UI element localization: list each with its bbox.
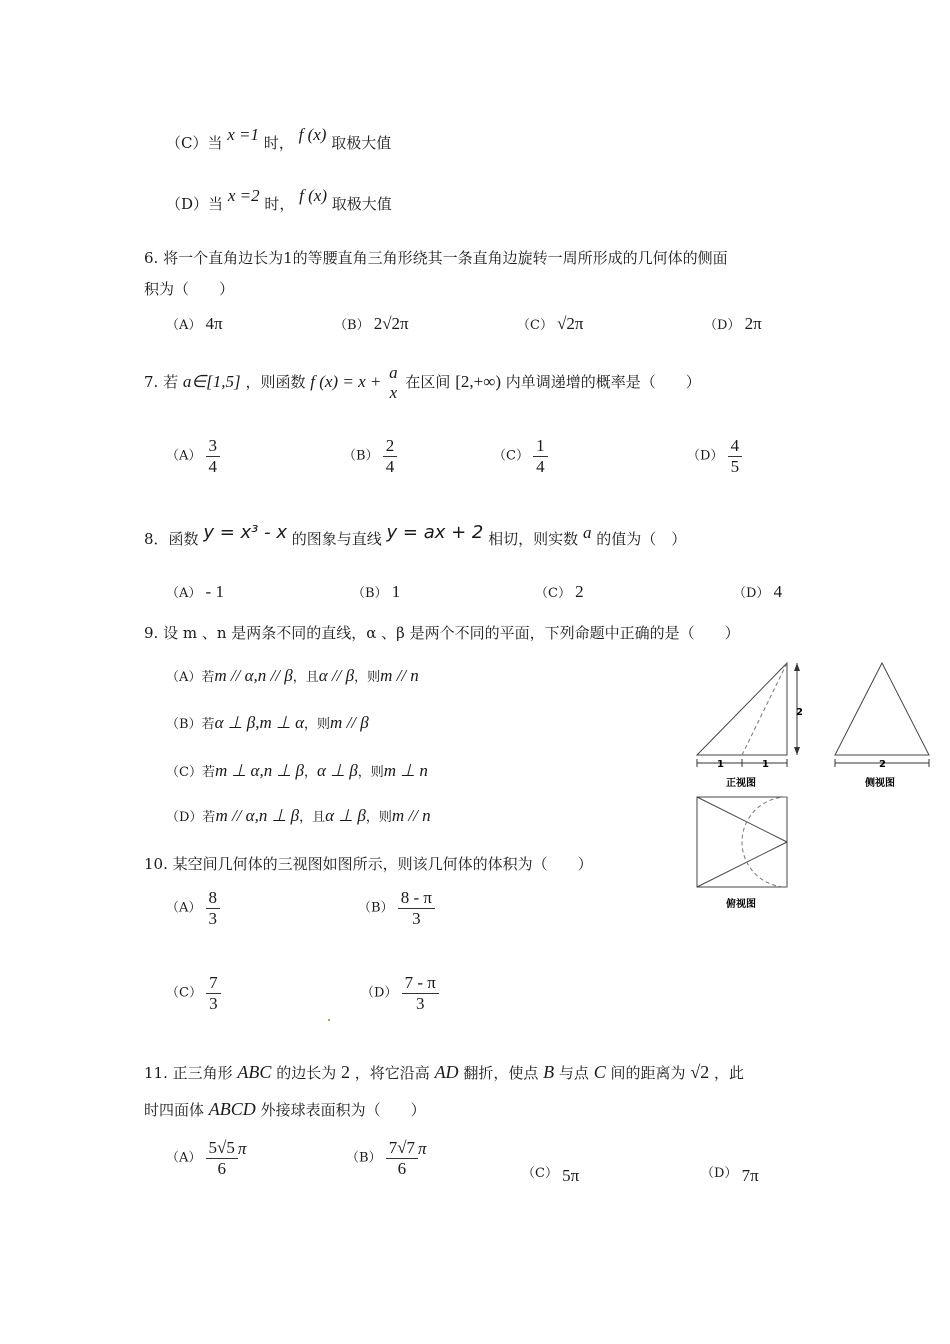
pi-symbol: π [418,1138,427,1158]
fraction-denominator: 3 [209,993,218,1013]
option-text: 取极大值 [331,134,392,152]
option-label: （C） [522,1166,558,1181]
option-label: （A） [166,318,202,333]
math-expr: α ⊥ β [317,761,358,780]
pi-symbol: π [237,1138,247,1158]
q6-option-c [517,314,584,334]
option-label: （C）当 [166,134,223,152]
stem-text: 的值为（ ） [596,530,687,548]
q11-option-a [166,1138,246,1178]
math-expr: f (x) [298,125,327,144]
q8-option-b [352,582,400,602]
option-label: （A） [166,1150,202,1166]
fraction-denominator: 4 [536,456,545,476]
q9-option-a [166,666,419,686]
option-value: 7π [741,1166,759,1185]
q7-stem [144,352,701,412]
option-label: （D）若 [166,810,216,825]
option-value: 2 [575,582,584,601]
fraction-numerator: 2 [383,436,398,457]
fraction-denominator: 5 [730,456,740,476]
stray-dot [328,1019,330,1021]
math-expr: m ⊥ n [383,761,428,780]
option-label: （A） [166,586,202,601]
option-text: ，且 [292,670,319,685]
side-view [835,663,929,767]
option-label: （D） [701,1166,738,1181]
q7-option-b [343,436,397,476]
math-expr: m // n [391,806,431,825]
q7-option-a [166,436,220,476]
option-text: ，则 [354,670,381,685]
stem-text: ，将它沿高 [354,1064,430,1082]
question-number: 7. 若 [144,373,179,391]
front-view-label: 正视图 [726,778,756,789]
fraction-numerator: 3 [206,436,221,457]
q11-option-b [346,1138,427,1178]
math-expr: α ⊥ β,m ⊥ α [214,713,305,732]
fraction-numerator: 7 [206,973,221,994]
option-label: （D） [687,448,724,464]
top-view-label: 俯视图 [726,899,756,910]
q5-option-c [166,125,392,153]
stem-text: 的图象与直线 [291,530,382,548]
option-value: 4 [773,582,783,601]
math-expr: m // α,n ⊥ β [215,806,300,825]
q6-stem-line1: 6. 将一个直角边长为1的等腰直角三角形绕其一条直角边旋转一周所形成的几何体的侧面 [144,249,728,267]
fraction-numerator: 5√5 [206,1138,238,1159]
math-expr: m // α,n // β [214,666,293,685]
math-expr: y = ax + 2 [386,522,484,543]
option-label: （A） [166,900,202,916]
q8-option-a [166,582,224,602]
option-label: （D） [704,318,741,333]
math-expr: m // β [330,713,369,732]
top-view [697,797,787,887]
option-value: √2π [557,314,584,333]
stem-text: ，则函数 [245,373,306,391]
fraction-denominator: 6 [217,1158,226,1178]
fraction-numerator: 4 [728,436,743,457]
math-expr: √2 [690,1062,710,1082]
q11-stem-line1 [144,1062,744,1083]
front-left-dimension: 1 [717,759,724,770]
math-expr: B [543,1062,555,1082]
math-expr: f (x) [299,186,328,205]
fraction-numerator: 8 - π [398,888,435,909]
q8-stem [144,522,687,549]
math-expr: x =1 [227,125,260,144]
front-view [697,663,800,767]
option-label: （B） [346,1150,382,1166]
option-value: - 1 [205,582,224,601]
math-expr: ABC [237,1062,272,1082]
math-expr: m ⊥ α,n ⊥ β [214,761,304,780]
q11-option-c [522,1162,580,1185]
q8-option-d [733,582,782,602]
option-label: （B）若 [166,717,215,732]
math-expr: m // n [380,666,419,685]
q11-option-d [701,1162,759,1185]
stem-text: 外接球表面积为（ ） [260,1101,426,1119]
option-label: （D）当 [166,195,224,213]
option-text: ，且 [299,810,326,825]
stem-text: ，此 [713,1064,744,1082]
q11-stem-line2 [144,1099,426,1120]
q6-option-a [166,314,223,334]
q10-option-c [166,973,221,1013]
q5-option-d [166,186,392,214]
fraction-denominator: x [389,383,398,402]
option-text: ， [304,765,318,780]
q10-option-b [358,888,435,928]
fraction-denominator: 3 [415,993,425,1013]
option-label: （C） [493,448,529,464]
q10-option-d [361,973,439,1013]
stem-text: 在区间 [405,373,451,391]
option-label: （A）若 [166,670,215,685]
fraction-numerator: 1 [533,436,548,457]
math-expr: f (x) = x + [310,372,382,391]
stem-text: 的边长为 [276,1064,337,1082]
q9-option-b [166,713,369,733]
math-expr: α // β [318,666,355,685]
q10-stem: 10. 某空间几何体的三视图如图所示，则该几何体的体积为（ ） [144,855,593,873]
option-value: 4π [205,314,223,333]
q6-stem-line2: 积为（ ） [144,280,235,298]
option-label: （B） [352,586,388,601]
stem-text: 时四面体 [144,1101,205,1119]
math-expr: x =2 [227,186,260,205]
option-value: 5π [562,1166,580,1185]
option-label: （D） [361,985,398,1001]
option-label: （B） [358,900,394,916]
math-expr: AD [434,1062,459,1082]
func-fraction [386,363,401,402]
q7-option-d [687,436,742,476]
fraction-denominator: 6 [397,1158,407,1178]
stem-text: 间的距离为 [610,1064,686,1082]
option-text: 时， [263,134,294,152]
option-label: （C） [517,318,553,333]
q6-option-d [704,314,762,334]
math-expr: C [593,1062,606,1082]
stem-text: 与点 [558,1064,589,1082]
option-label: （B） [334,318,370,333]
math-expr: ABCD [208,1099,256,1119]
math-expr: α ⊥ β [325,806,366,825]
stem-text: 11. 正三角形 [144,1064,233,1082]
q9-stem: 9. 设 m 、n 是两条不同的直线，α 、β 是两个不同的平面，下列命题中正确的是（ ） [144,624,740,642]
math-expr: a [582,523,592,542]
side-view-label: 侧视图 [865,778,895,789]
fraction-denominator: 4 [208,456,218,476]
option-label: （C）若 [166,765,215,780]
fraction-numerator: 7 - π [402,973,439,994]
option-value: 2π [744,314,762,333]
option-label: （A） [166,448,202,464]
option-text: ，则 [357,765,384,780]
math-expr: [2,+∞) [455,372,501,391]
q6-option-b [334,314,409,334]
option-text: ，则 [365,810,392,825]
fraction-numerator: a [389,363,398,383]
fraction-denominator: 3 [412,908,421,928]
question-number: 8．函数 [144,530,199,548]
option-label: （D） [733,586,770,601]
option-label: （C） [166,985,202,1001]
q9-option-d [166,806,431,826]
option-label: （B） [343,448,379,464]
stem-text: 翻折，使点 [463,1064,539,1082]
option-text: ，则 [304,717,331,732]
fraction-denominator: 3 [208,908,218,928]
front-height-dimension: 2 [796,707,803,718]
fraction-denominator: 4 [385,456,395,476]
side-width-dimension: 2 [879,759,886,770]
option-label: （C） [535,586,571,601]
front-right-dimension: 1 [762,759,769,770]
option-text: 时， [264,195,295,213]
fraction-numerator: 7√7 [386,1138,418,1159]
math-expr: y = x³ - x [203,522,287,543]
option-text: 取极大值 [331,195,392,213]
q9-option-c [166,761,428,781]
option-value: 1 [391,582,401,601]
math-expr: 2 [340,1062,350,1082]
q8-option-c [535,582,584,602]
three-view-figure [690,655,940,915]
q7-option-c [493,436,548,476]
option-value: 2√2π [373,314,409,333]
fraction-numerator: 8 [206,888,221,909]
stem-text: 相切，则实数 [488,530,579,548]
q10-option-a [166,888,220,928]
stem-text: 内单调递增的概率是（ ） [505,373,701,391]
math-expr: a∈[1,5] [182,372,241,391]
